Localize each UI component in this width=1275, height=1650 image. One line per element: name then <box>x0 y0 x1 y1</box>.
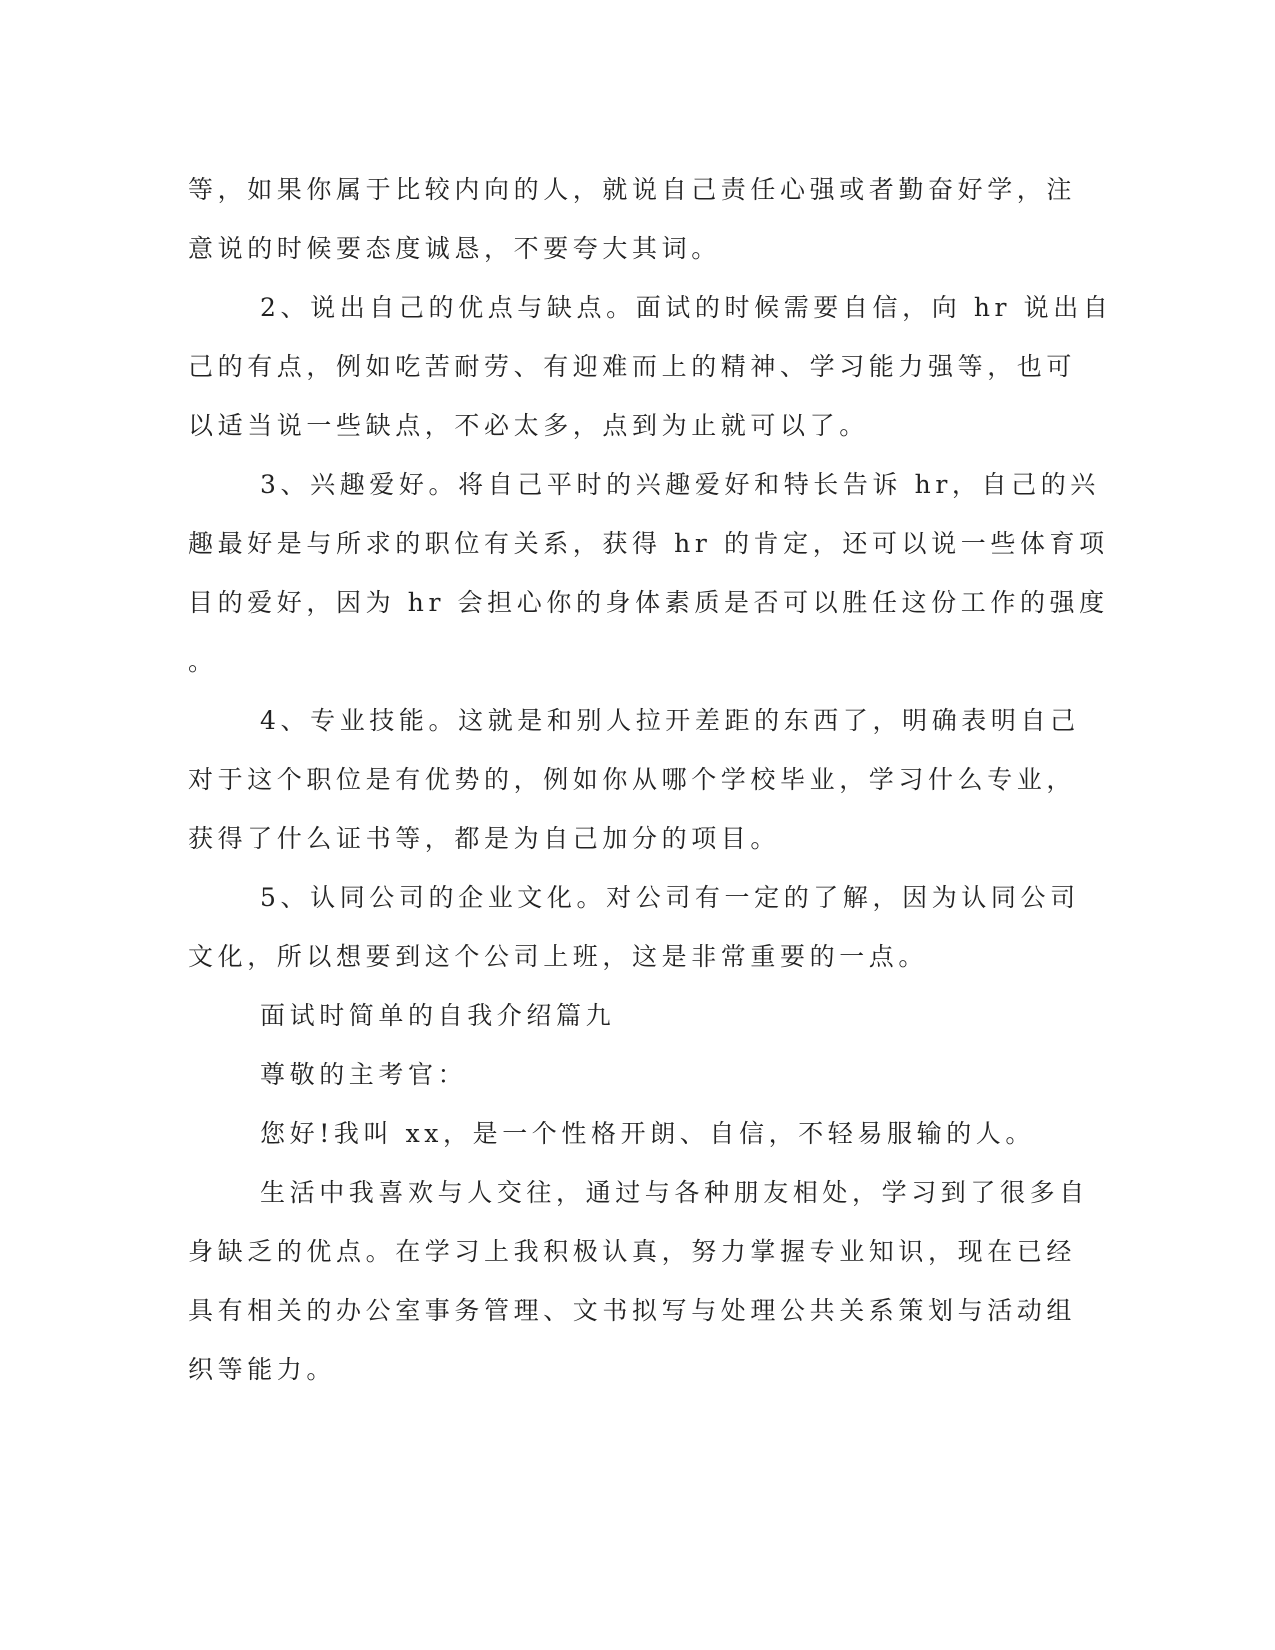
text-line: 己的有点，例如吃苦耐劳、有迎难而上的精神、学习能力强等，也可 <box>188 352 1077 381</box>
text-line: 4、专业技能。这就是和别人拉开差距的东西了，明确表明自己 <box>260 706 1080 735</box>
section-heading: 面试时简单的自我介绍篇九 <box>260 1001 616 1030</box>
text-line: 身缺乏的优点。在学习上我积极认真，努力掌握专业知识，现在已经 <box>188 1237 1077 1266</box>
text-line: 对于这个职位是有优势的，例如你从哪个学校毕业，学习什么专业， <box>188 765 1077 794</box>
text-line: 具有相关的办公室事务管理、文书拟写与处理公共关系策划与活动组 <box>188 1296 1077 1325</box>
text-line: 。 <box>188 647 218 676</box>
text-line: 3、兴趣爱好。将自己平时的兴趣爱好和特长告诉 hr，自己的兴 <box>260 470 1100 499</box>
salutation: 尊敬的主考官： <box>260 1060 468 1089</box>
text-line: 2、说出自己的优点与缺点。面试的时候需要自信，向 hr 说出自 <box>260 293 1113 322</box>
text-line: 意说的时候要态度诚恳，不要夸大其词。 <box>188 234 721 263</box>
text-line: 趣最好是与所求的职位有关系，获得 hr 的肯定，还可以说一些体育项 <box>188 529 1109 558</box>
text-line: 您好!我叫 xx，是一个性格开朗、自信，不轻易服输的人。 <box>260 1119 1035 1148</box>
body-text <box>188 160 1113 1399</box>
text-line: 5、认同公司的企业文化。对公司有一定的了解，因为认同公司 <box>260 883 1080 912</box>
text-line: 以适当说一些缺点，不必太多，点到为止就可以了。 <box>188 411 869 440</box>
text-line: 文化，所以想要到这个公司上班，这是非常重要的一点。 <box>188 942 929 971</box>
text-line: 等，如果你属于比较内向的人，就说自己责任心强或者勤奋好学，注 <box>188 175 1077 204</box>
text-line: 织等能力。 <box>188 1355 337 1384</box>
text-line: 获得了什么证书等，都是为自己加分的项目。 <box>188 824 781 853</box>
text-line: 目的爱好，因为 hr 会担心你的身体素质是否可以胜任这份工作的强度 <box>188 588 1109 617</box>
text-line: 生活中我喜欢与人交往，通过与各种朋友相处，学习到了很多自 <box>260 1178 1089 1207</box>
